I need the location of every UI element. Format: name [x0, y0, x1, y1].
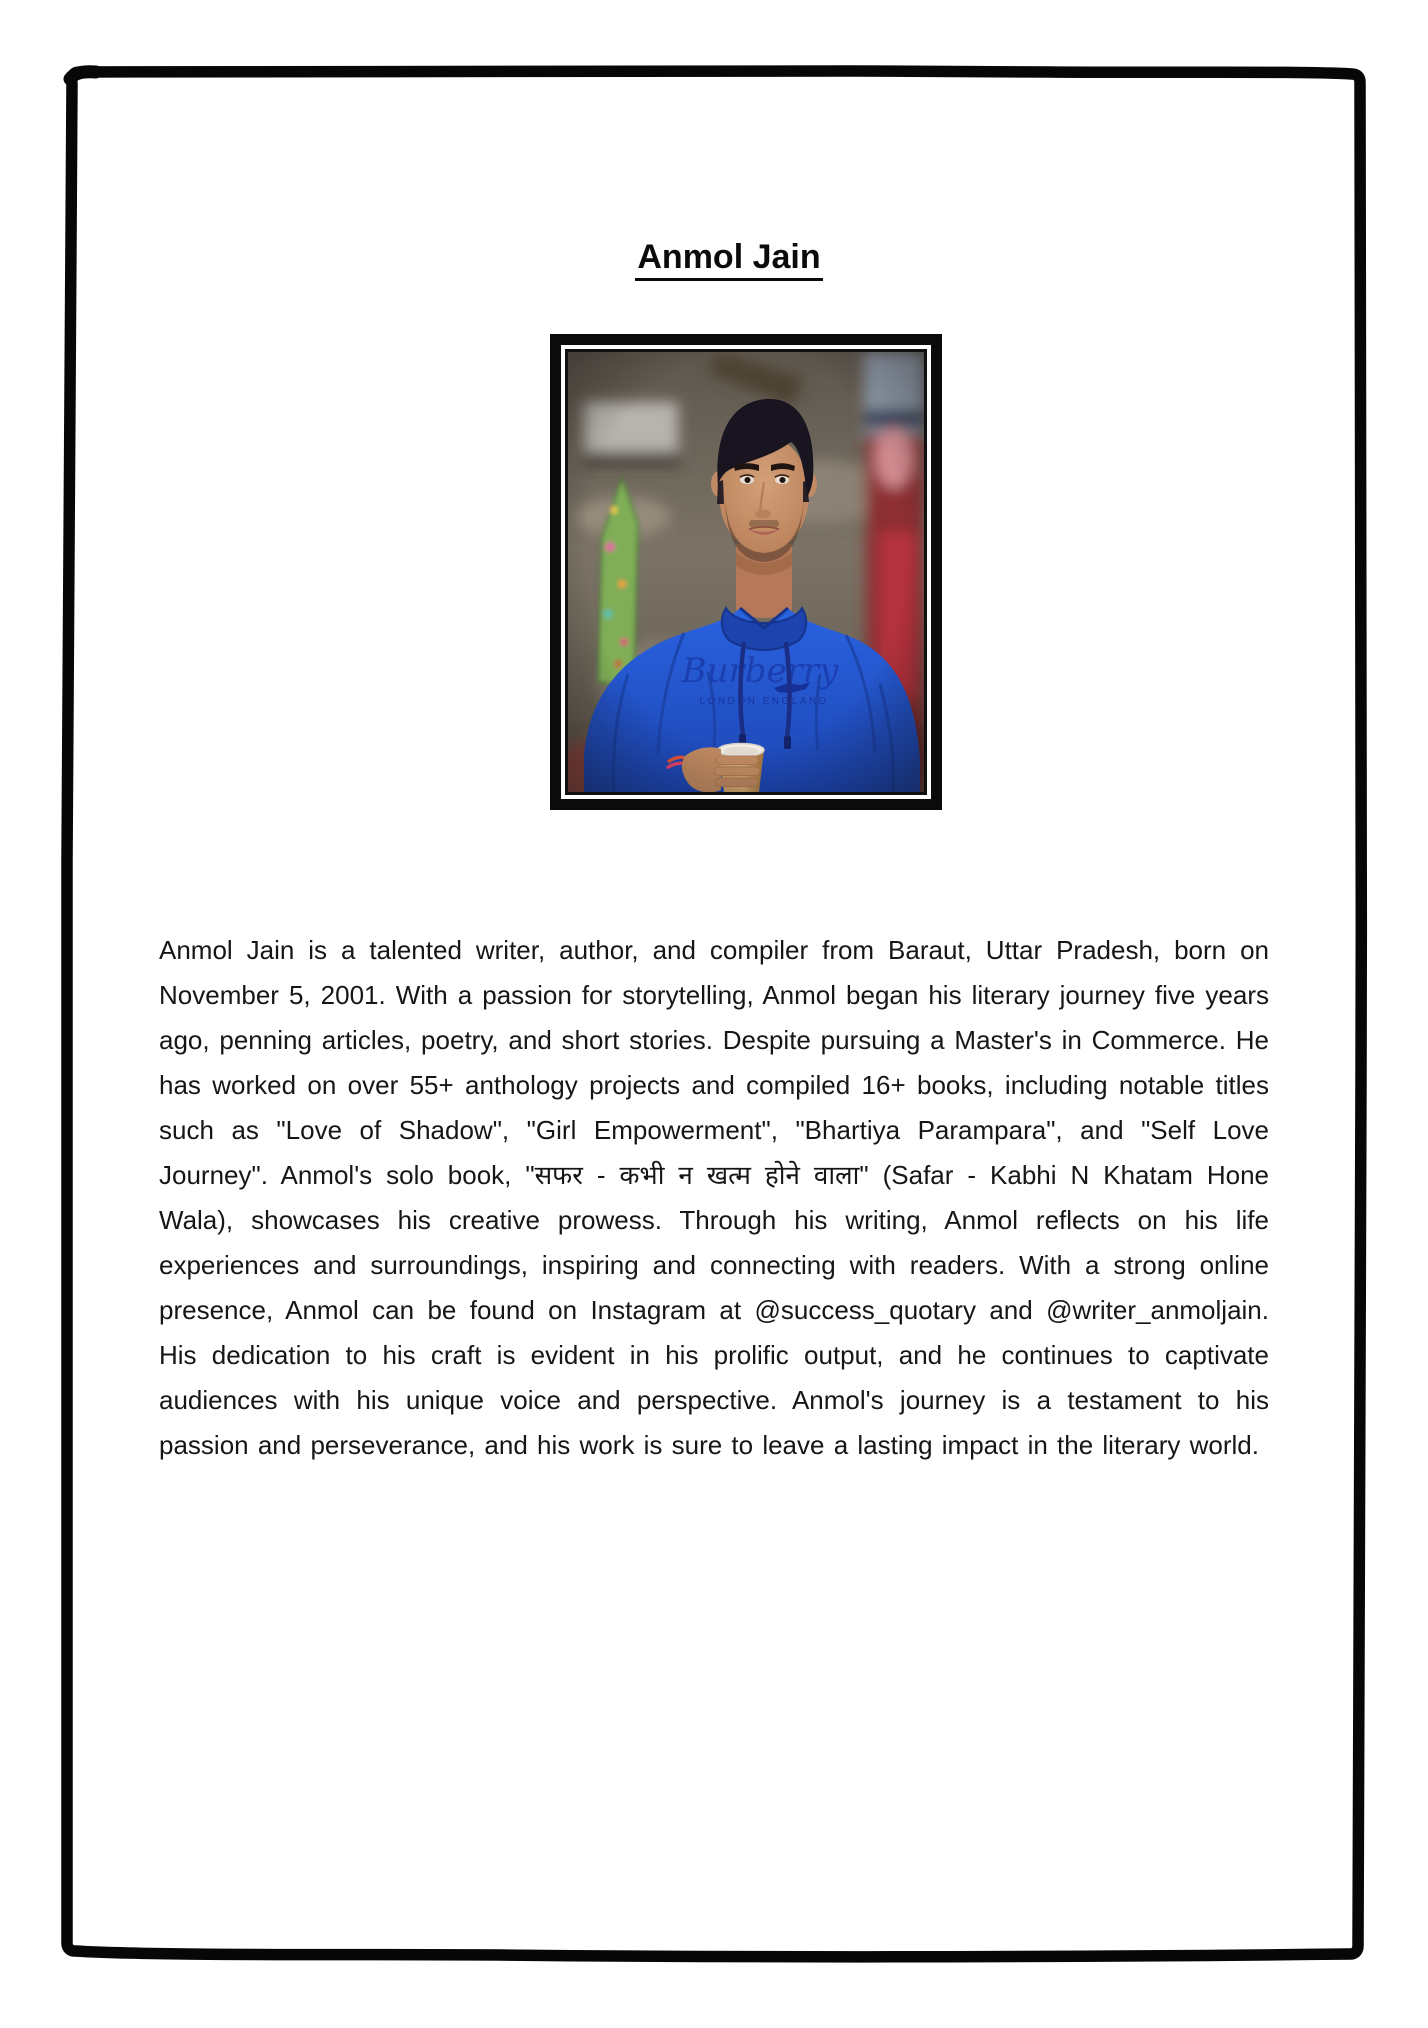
page-title-text: Anmol Jain [635, 238, 822, 281]
page-title [15, 238, 1428, 276]
photo-vignette [568, 352, 924, 792]
portrait-photo-frame [550, 334, 942, 810]
bio-paragraph: Anmol Jain is a talented writer, author, and compiler from Baraut, Uttar Pradesh, born on November 5, 2001. With a passion for storytelling, Anmol began his literary journey five years ago, penning articles, poetry, and short stories. Despite pursuing a Master's in Commerce. He has worked on over 55+ anthology projects and compiled 16+ books, including notable titles such as "Love of Shadow", "Girl Empowerment", "Bhartiya Parampara", and "Self Love Journey". Anmol's solo book, "सफर - कभी न खत्म होने वाला" (Safar - Kabhi N Khatam Hone Wala), showcases his creative prowess. Through his writing, Anmol reflects on his life experiences and surroundings, inspiring and connecting with readers. With a strong online presence, Anmol can be found on Instagram at @success_quotary and @writer_anmoljain. His dedication to his craft is evident in his prolific output, and he continues to captivate audiences with his unique voice and perspective. Anmol's journey is a testament to his passion and perseverance, and his work is sure to leave a lasting impact in the literary world. [159, 935, 1269, 1460]
portrait-photo-inner-border [565, 349, 927, 795]
portrait-photo-illustration [568, 352, 924, 792]
